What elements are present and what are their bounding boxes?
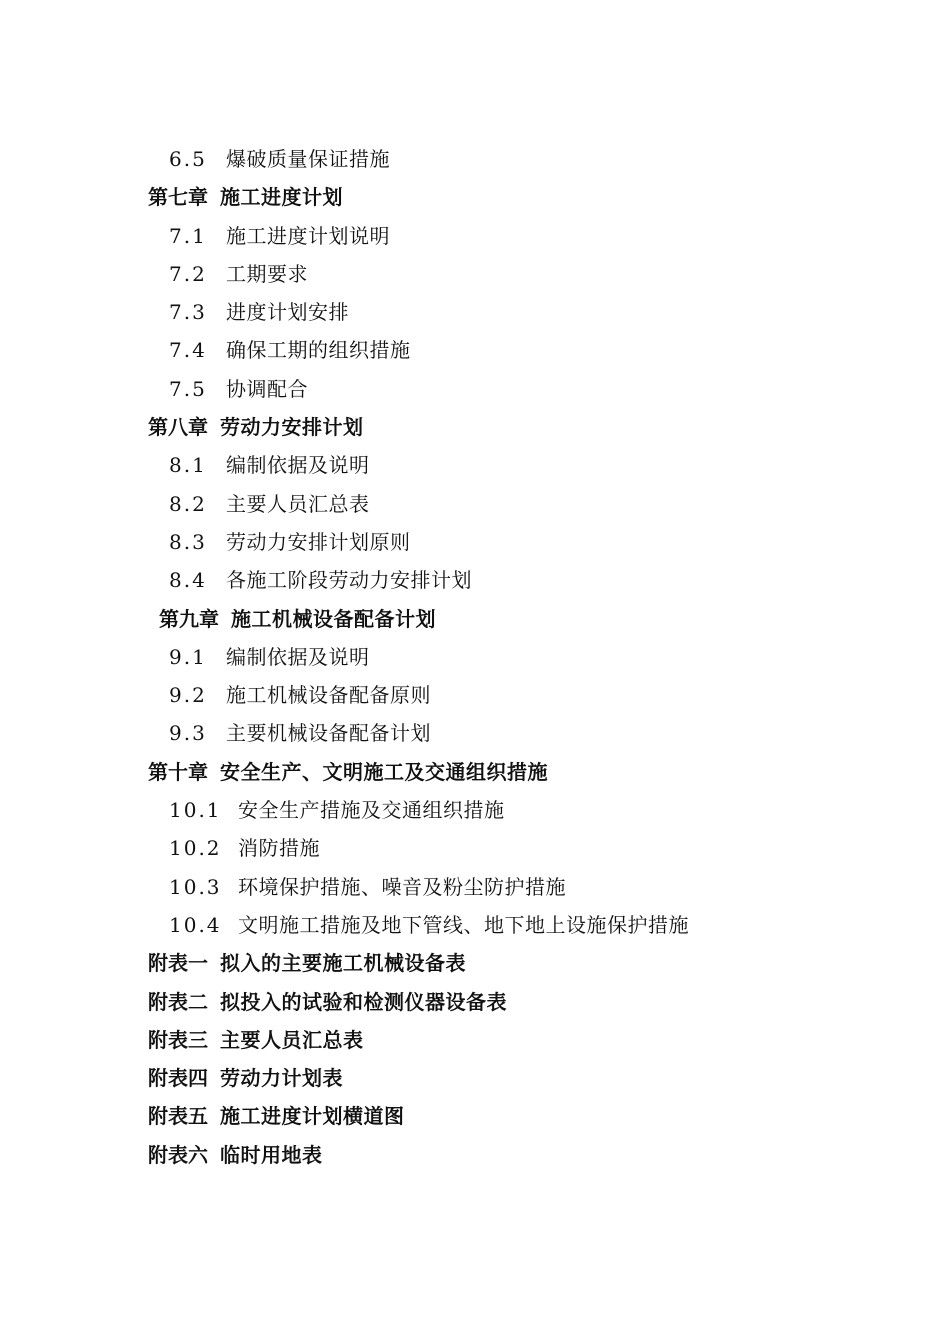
toc-title: 爆破质量保证措施	[226, 147, 390, 171]
toc-title: 安全生产措施及交通组织措施	[238, 798, 505, 823]
toc-title: 安全生产、文明施工及交通组织措施	[220, 759, 548, 784]
toc-title: 主要机械设备配备计划	[226, 721, 431, 746]
table-of-contents	[0, 140, 950, 1174]
toc-section-10-3	[0, 868, 950, 906]
toc-number: 10.1	[169, 798, 222, 823]
toc-section-7-5	[0, 370, 950, 408]
toc-title: 编制依据及说明	[226, 644, 370, 669]
toc-appendix-4	[0, 1059, 950, 1097]
toc-section-10-1	[0, 791, 950, 829]
toc-title: 环境保护措施、噪音及粉尘防护措施	[238, 874, 566, 899]
toc-title: 临时用地表	[220, 1142, 323, 1167]
toc-chapter-10	[0, 753, 950, 791]
toc-section-9-3	[0, 714, 950, 752]
toc-title: 施工进度计划横道图	[220, 1104, 405, 1129]
toc-title: 主要人员汇总表	[220, 1027, 364, 1052]
toc-number: 附表三	[148, 1027, 208, 1052]
toc-title: 施工机械设备配备原则	[226, 683, 431, 708]
toc-appendix-2	[0, 983, 950, 1021]
toc-title: 施工进度计划说明	[226, 223, 390, 248]
toc-number: 8.1	[169, 453, 207, 478]
toc-number: 附表五	[148, 1104, 208, 1129]
toc-section-8-2	[0, 485, 950, 523]
toc-title: 各施工阶段劳动力安排计划	[226, 568, 472, 593]
toc-title: 主要人员汇总表	[226, 491, 370, 516]
toc-section-10-2	[0, 829, 950, 867]
toc-section-7-1	[0, 217, 950, 255]
toc-section-9-1	[0, 638, 950, 676]
toc-section-7-2	[0, 255, 950, 293]
toc-number: 第九章	[159, 606, 219, 631]
toc-number: 附表二	[148, 989, 208, 1014]
toc-title: 进度计划安排	[226, 300, 349, 325]
toc-number: 9.1	[169, 644, 207, 669]
toc-section-10-4	[0, 906, 950, 944]
toc-number: 第十章	[148, 759, 208, 784]
toc-chapter-7	[0, 178, 950, 216]
toc-title: 协调配合	[226, 376, 308, 401]
toc-number: 7.2	[169, 261, 207, 286]
toc-title: 拟入的主要施工机械设备表	[220, 951, 466, 976]
toc-number: 附表一	[148, 951, 208, 976]
toc-appendix-6	[0, 1136, 950, 1174]
toc-section-7-4	[0, 331, 950, 369]
toc-title: 劳动力计划表	[220, 1066, 343, 1091]
toc-number: 8.4	[169, 568, 207, 593]
toc-number: 附表六	[148, 1142, 208, 1167]
toc-number: 第八章	[148, 415, 208, 440]
toc-title: 施工机械设备配备计划	[231, 606, 436, 631]
toc-number: 7.1	[169, 223, 207, 248]
toc-section-8-1	[0, 446, 950, 484]
toc-title: 拟投入的试验和检测仪器设备表	[220, 989, 507, 1014]
toc-appendix-3	[0, 1021, 950, 1059]
toc-title: 确保工期的组织措施	[226, 338, 411, 363]
toc-section-7-3	[0, 293, 950, 331]
toc-number: 10.4	[169, 912, 222, 937]
toc-number: 8.3	[169, 529, 207, 554]
toc-title: 消防措施	[238, 836, 320, 861]
toc-title: 文明施工措施及地下管线、地下地上设施保护措施	[238, 912, 689, 937]
toc-number: 附表四	[148, 1066, 208, 1091]
toc-title: 施工进度计划	[220, 185, 343, 210]
toc-number: 9.2	[169, 683, 207, 708]
toc-appendix-5	[0, 1097, 950, 1135]
toc-section-6-5	[0, 140, 950, 178]
toc-number: 8.2	[169, 491, 207, 516]
toc-number: 10.2	[169, 836, 222, 861]
toc-section-8-4	[0, 561, 950, 599]
toc-number: 7.3	[169, 300, 207, 325]
toc-title: 劳动力安排计划	[220, 415, 364, 440]
toc-title: 编制依据及说明	[226, 453, 370, 478]
toc-title: 劳动力安排计划原则	[226, 529, 411, 554]
toc-number: 7.5	[169, 376, 207, 401]
toc-number: 10.3	[169, 874, 222, 899]
toc-section-8-3	[0, 523, 950, 561]
toc-title: 工期要求	[226, 261, 308, 286]
toc-chapter-8	[0, 408, 950, 446]
toc-number: 7.4	[169, 338, 207, 363]
toc-number: 第七章	[148, 185, 208, 210]
toc-section-9-2	[0, 676, 950, 714]
toc-chapter-9	[0, 600, 950, 638]
toc-number: 9.3	[169, 721, 207, 746]
toc-appendix-1	[0, 944, 950, 982]
toc-number: 6.5	[169, 147, 207, 171]
